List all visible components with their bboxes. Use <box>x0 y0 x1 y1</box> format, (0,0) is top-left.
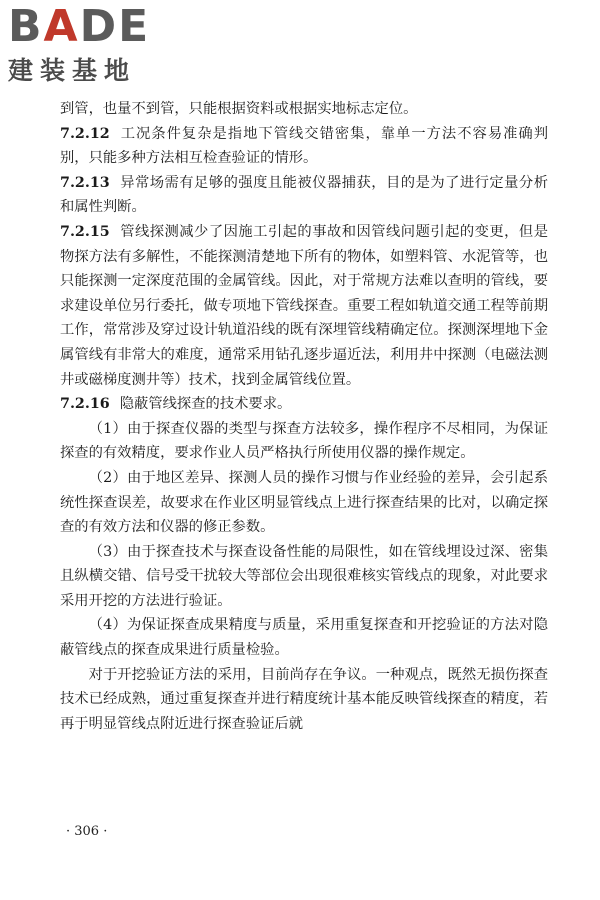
clause-7-2-15 <box>60 220 548 392</box>
page-number: · 306 · <box>66 824 108 839</box>
logo-letters-de: DE <box>79 1 151 52</box>
final-paragraph: 对于开挖验证方法的采用，目前尚存在争议。一种观点，既然无损伤探查技术已经成熟，通过重复探查并进行精度统计基本能反映管线探查的精度，若再于明显管线点附近进行探查验证后就 <box>60 666 548 732</box>
logo-chinese-name: 建装基地 <box>8 56 137 85</box>
clause-number: 7.2.16 <box>60 396 110 413</box>
clause-7-2-13 <box>60 171 548 220</box>
continuation-paragraph: 到管，也量不到管，只能根据资料或根据实地标志定位。 <box>60 101 418 117</box>
clause-7-2-12 <box>60 122 548 171</box>
page-body <box>60 97 548 736</box>
list-item: （4）为保证探查成果精度与质量，采用重复探查和开挖验证的方法对隐蔽管线点的探查成果进行质量检验。 <box>60 617 548 659</box>
clause-number: 7.2.12 <box>60 125 110 142</box>
clause-7-2-16 <box>60 392 548 417</box>
clause-text: 管线探测减少了因施工引起的事故和因管线问题引起的变更，但是物探方法有多解性，不能探测清楚地下所有的物体，如塑料管、水泥管等，也只能探测一定深度范围的金属管线。因此，对于常规方法难以查明的管线，要求建设单位另行委托，做专项地下管线探查。重要工程如轨道交通工程等前期工作，常常涉及穿过设计轨道沿线的既有深埋管线精确定位。探测深埋地下金属管线有非常大的难度，通常采用钻孔逐步逼近法，利用井中探测（电磁法测井或磁梯度测井等）技术，找到金属管线位置。 <box>60 223 548 388</box>
clause-text: 工况条件复杂是指地下管线交错密集，靠单一方法不容易准确判别，只能多种方法相互检查验证的情形。 <box>60 125 548 167</box>
list-item: （2）由于地区差异、探测人员的操作习惯与作业经验的差异，会引起系统性探查误差，故要求在作业区明显管线点上进行探查结果的比对，以确定探查的有效方法和仪器的修正参数。 <box>60 469 548 536</box>
clause-number: 7.2.13 <box>60 174 110 191</box>
list-item: （3）由于探查技术与探查设备性能的局限性，如在管线埋设过深、密集且纵横交错、信号受干扰较大等部位会出现很难核实管线点的现象，对此要求采用开挖的方法进行验证。 <box>60 543 548 609</box>
list-item: （1）由于探查仪器的类型与探查方法较多，操作程序不尽相同，为保证探查的有效精度，要求作业人员严格执行所使用仪器的操作规定。 <box>60 420 548 462</box>
logo-wordmark <box>8 1 178 52</box>
logo-letter-b: B <box>8 1 44 52</box>
logo-letter-a: A <box>43 1 80 52</box>
clause-number: 7.2.15 <box>60 223 110 240</box>
brand-logo <box>8 1 178 86</box>
clause-text: 隐蔽管线探查的技术要求。 <box>119 396 292 413</box>
clause-text: 异常场需有足够的强度且能被仪器捕获，目的是为了进行定量分析和属性判断。 <box>60 174 548 216</box>
